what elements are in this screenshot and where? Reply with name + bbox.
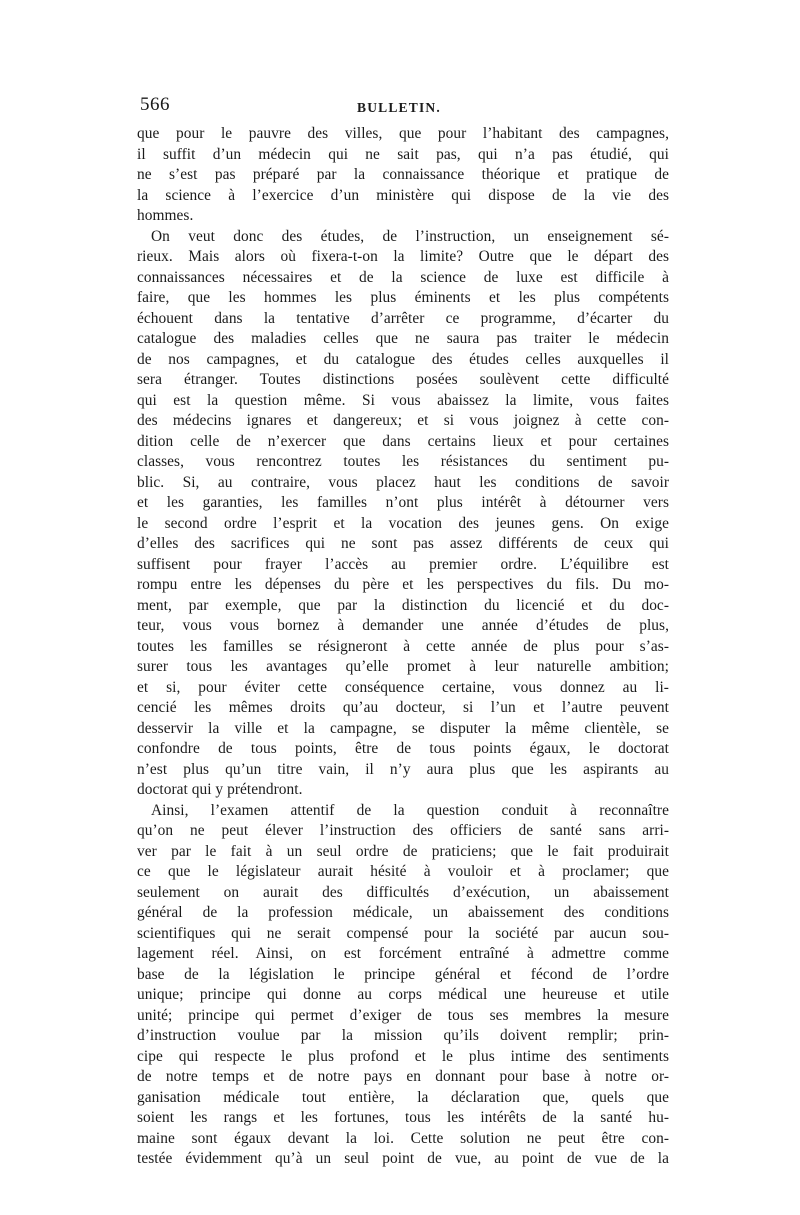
running-head: [137, 94, 669, 124]
body-text: [137, 124, 669, 1170]
text-line: général de la profession médicale, un abaissement des conditions: [137, 904, 669, 921]
running-title: BULLETIN.: [357, 100, 441, 115]
text-line: échouent dans la tentative d’arrêter ce programme, d’écarter du: [137, 309, 669, 327]
text-line: soient les rangs et les fortunes, tous les intérêts de la santé hu-: [137, 1109, 669, 1126]
text-line: seulement on aurait des difficultés d’exécution, un abaissement: [137, 883, 669, 901]
text-line: d’instruction voulue par la mission qu’ils doivent remplir; prin-: [137, 1027, 669, 1044]
text-line: sera étranger. Toutes distinctions posées soulèvent cette difficulté: [137, 371, 669, 388]
text-line: ment, par exemple, que par la distinction du licencié et du doc-: [137, 596, 669, 614]
text-line: cencié les mêmes droits qu’au docteur, si l’un et l’autre peuvent: [137, 699, 669, 716]
text-line: unique; principe qui donne au corps médical une heureuse et utile: [137, 986, 669, 1003]
text-line: que pour le pauvre des villes, que pour l’habitant des campagnes,: [137, 125, 669, 142]
text-line: surer tous les avantages qu’elle promet à leur naturelle ambition;: [137, 658, 669, 675]
text-line: suffisent pour frayer l’accès au premier ordre. L’équilibre est: [137, 555, 669, 573]
text-line: dition celle de n’exercer que dans certains lieux et pour certaines: [137, 432, 669, 450]
text-line: confondre de tous points, être de tous points égaux, le doctorat: [137, 740, 669, 757]
text-line: faire, que les hommes les plus éminents et les plus compétents: [137, 289, 669, 306]
text-line: lagement réel. Ainsi, on est forcément entraîné à admettre comme: [137, 945, 669, 962]
text-line: ganisation médicale tout entière, la déclaration que, quels que: [137, 1088, 669, 1106]
text-line: unité; principe qui permet d’exiger de tous ses membres la mesure: [137, 1006, 669, 1024]
text-line: et si, pour éviter cette conséquence certaine, vous donnez au li-: [137, 678, 669, 696]
text-line: d’elles des sacrifices qui ne sont pas assez différents de ceux qui: [137, 535, 669, 552]
text-line: ver par le fait à un seul ordre de praticiens; que le fait produirait: [137, 842, 669, 860]
text-line: toutes les familles se résigneront à cette année de plus pour s’as-: [137, 637, 669, 655]
text-line: qui est la question même. Si vous abaissez la limite, vous faites: [137, 391, 669, 409]
text-line: il suffit d’un médecin qui ne sait pas, qui n’a pas étudié, qui: [137, 145, 669, 163]
text-line: On veut donc des études, de l’instruction, un enseignement sé-: [151, 227, 669, 245]
text-line: de nos campagnes, et du catalogue des études celles auxquelles il: [137, 350, 669, 368]
text-line: rieux. Mais alors où fixera-t-on la limite? Outre que le départ des: [137, 248, 669, 265]
text-line: qu’on ne peut élever l’instruction des officiers de santé sans arri-: [137, 822, 669, 839]
text-line: et les garanties, les familles n’ont plus intérêt à détourner vers: [137, 494, 669, 511]
text-line: ne s’est pas préparé par la connaissance théorique et pratique de: [137, 166, 669, 183]
text-line: doctorat qui y prétendront.: [137, 781, 303, 798]
page-number: 566: [140, 94, 170, 115]
text-line: teur, vous vous bornez à demander une année d’études de plus,: [137, 617, 669, 634]
text-line: testée évidemment qu’à un seul point de vue, au point de vue de la: [137, 1150, 669, 1167]
text-line: scientifiques qui ne serait compensé pour la société par aucun sou-: [137, 924, 669, 942]
text-line: rompu entre les dépenses du père et les perspectives du fils. Du mo-: [137, 576, 669, 593]
text-line: classes, vous rencontrez toutes les résistances du sentiment pu-: [137, 453, 669, 470]
text-line: maine sont égaux devant la loi. Cette solution ne peut être con-: [137, 1129, 669, 1147]
text-line: connaissances nécessaires et de la science de luxe est difficile à: [137, 268, 669, 286]
text-line: base de la législation le principe général et fécond de l’ordre: [137, 965, 669, 983]
text-line: desservir la ville et la campagne, se disputer la même clientèle, se: [137, 719, 669, 737]
document-page: [137, 94, 669, 1174]
text-line: de notre temps et de notre pays en donnant pour base à notre or-: [137, 1068, 669, 1085]
text-line: n’est plus qu’un titre vain, il n’y aura plus que les aspirants au: [137, 760, 669, 778]
text-line: blic. Si, au contraire, vous placez haut les conditions de savoir: [137, 473, 669, 491]
text-line: cipe qui respecte le plus profond et le plus intime des sentiments: [137, 1047, 669, 1065]
text-line: hommes.: [137, 207, 194, 224]
text-line: des médecins ignares et dangereux; et si vous joignez à cette con-: [137, 412, 669, 429]
text-line: catalogue des maladies celles que ne saura pas traiter le médecin: [137, 330, 669, 347]
text-line: Ainsi, l’examen attentif de la question conduit à reconnaître: [151, 801, 669, 819]
text-line: le second ordre l’esprit et la vocation des jeunes gens. On exige: [137, 514, 669, 532]
text-line: la science à l’exercice d’un ministère qui dispose de la vie des: [137, 186, 669, 204]
text-line: ce que le législateur aurait hésité à vouloir et à proclamer; que: [137, 863, 669, 880]
